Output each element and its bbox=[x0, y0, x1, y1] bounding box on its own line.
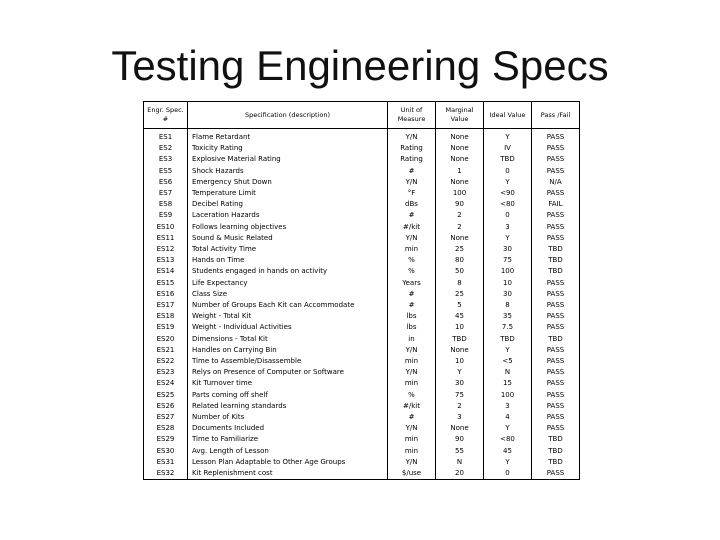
unit-cell: min bbox=[388, 244, 436, 255]
column-header-ideal-value: Ideal Value bbox=[484, 102, 532, 129]
pass-fail-cell: PASS bbox=[532, 367, 580, 378]
ideal-value-cell: 0 bbox=[484, 210, 532, 221]
description-cell: Flame Retardant bbox=[188, 129, 388, 144]
ideal-value-cell: 30 bbox=[484, 244, 532, 255]
table-row bbox=[144, 255, 580, 266]
table-row bbox=[144, 233, 580, 244]
spec-number-cell: ES28 bbox=[144, 423, 188, 434]
unit-cell: % bbox=[388, 390, 436, 401]
description-cell: Dimensions - Total Kit bbox=[188, 334, 388, 345]
ideal-value-cell: 3 bbox=[484, 222, 532, 233]
description-cell: Hands on Time bbox=[188, 255, 388, 266]
unit-cell: #/kit bbox=[388, 401, 436, 412]
pass-fail-cell: PASS bbox=[532, 188, 580, 199]
description-cell: Weight - Individual Activities bbox=[188, 322, 388, 333]
spec-number-cell: ES30 bbox=[144, 446, 188, 457]
ideal-value-cell: 0 bbox=[484, 166, 532, 177]
unit-cell: Y/N bbox=[388, 457, 436, 468]
ideal-value-cell: 100 bbox=[484, 390, 532, 401]
spec-number-cell: ES1 bbox=[144, 129, 188, 144]
marginal-value-cell: None bbox=[436, 345, 484, 356]
ideal-value-cell: 4 bbox=[484, 412, 532, 423]
description-cell: Sound & Music Related bbox=[188, 233, 388, 244]
table-row bbox=[144, 401, 580, 412]
description-cell: Class Size bbox=[188, 289, 388, 300]
description-cell: Number of Kits bbox=[188, 412, 388, 423]
spec-number-cell: ES9 bbox=[144, 210, 188, 221]
unit-cell: min bbox=[388, 378, 436, 389]
pass-fail-cell: PASS bbox=[532, 233, 580, 244]
ideal-value-cell: Y bbox=[484, 177, 532, 188]
pass-fail-cell: TBD bbox=[532, 244, 580, 255]
marginal-value-cell: 30 bbox=[436, 378, 484, 389]
table-row bbox=[144, 457, 580, 468]
description-cell: Weight - Total Kit bbox=[188, 311, 388, 322]
marginal-value-cell: 50 bbox=[436, 266, 484, 277]
spec-number-cell: ES17 bbox=[144, 300, 188, 311]
ideal-value-cell: 100 bbox=[484, 266, 532, 277]
table-row bbox=[144, 345, 580, 356]
description-cell: Kit Replenishment cost bbox=[188, 468, 388, 480]
description-cell: Decibel Rating bbox=[188, 199, 388, 210]
marginal-value-cell: 2 bbox=[436, 401, 484, 412]
table-row bbox=[144, 266, 580, 277]
marginal-value-cell: None bbox=[436, 154, 484, 165]
marginal-value-cell: None bbox=[436, 143, 484, 154]
spec-number-cell: ES7 bbox=[144, 188, 188, 199]
marginal-value-cell: 1 bbox=[436, 166, 484, 177]
table-row bbox=[144, 177, 580, 188]
description-cell: Shock Hazards bbox=[188, 166, 388, 177]
marginal-value-cell: TBD bbox=[436, 334, 484, 345]
table-row bbox=[144, 311, 580, 322]
unit-cell: # bbox=[388, 166, 436, 177]
unit-cell: Years bbox=[388, 278, 436, 289]
description-cell: Toxicity Rating bbox=[188, 143, 388, 154]
spec-number-cell: ES16 bbox=[144, 289, 188, 300]
marginal-value-cell: 55 bbox=[436, 446, 484, 457]
table-row bbox=[144, 434, 580, 445]
pass-fail-cell: PASS bbox=[532, 129, 580, 144]
marginal-value-cell: 80 bbox=[436, 255, 484, 266]
ideal-value-cell: 7.5 bbox=[484, 322, 532, 333]
ideal-value-cell: Y bbox=[484, 233, 532, 244]
spec-number-cell: ES10 bbox=[144, 222, 188, 233]
pass-fail-cell: PASS bbox=[532, 423, 580, 434]
pass-fail-cell: PASS bbox=[532, 210, 580, 221]
description-cell: Laceration Hazards bbox=[188, 210, 388, 221]
spec-number-cell: ES23 bbox=[144, 367, 188, 378]
pass-fail-cell: PASS bbox=[532, 345, 580, 356]
unit-cell: Y/N bbox=[388, 129, 436, 144]
spec-number-cell: ES19 bbox=[144, 322, 188, 333]
ideal-value-cell: 75 bbox=[484, 255, 532, 266]
column-header-description: Specification (description) bbox=[188, 102, 388, 129]
pass-fail-cell: PASS bbox=[532, 412, 580, 423]
marginal-value-cell: 75 bbox=[436, 390, 484, 401]
description-cell: Life Expectancy bbox=[188, 278, 388, 289]
table-row bbox=[144, 446, 580, 457]
ideal-value-cell: <80 bbox=[484, 434, 532, 445]
pass-fail-cell: TBD bbox=[532, 255, 580, 266]
marginal-value-cell: 3 bbox=[436, 412, 484, 423]
table-row bbox=[144, 367, 580, 378]
unit-cell: # bbox=[388, 210, 436, 221]
description-cell: Time to Assemble/Disassemble bbox=[188, 356, 388, 367]
ideal-value-cell: 8 bbox=[484, 300, 532, 311]
pass-fail-cell: PASS bbox=[532, 289, 580, 300]
unit-cell: min bbox=[388, 434, 436, 445]
marginal-value-cell: 100 bbox=[436, 188, 484, 199]
table-row bbox=[144, 154, 580, 165]
description-cell: Follows learning objectives bbox=[188, 222, 388, 233]
ideal-value-cell: N bbox=[484, 367, 532, 378]
description-cell: Total Activity Time bbox=[188, 244, 388, 255]
pass-fail-cell: TBD bbox=[532, 266, 580, 277]
spec-number-cell: ES18 bbox=[144, 311, 188, 322]
unit-cell: % bbox=[388, 266, 436, 277]
table-body bbox=[144, 129, 580, 480]
pass-fail-cell: PASS bbox=[532, 166, 580, 177]
ideal-value-cell: 35 bbox=[484, 311, 532, 322]
table-row bbox=[144, 129, 580, 144]
pass-fail-cell: PASS bbox=[532, 311, 580, 322]
pass-fail-cell: PASS bbox=[532, 356, 580, 367]
column-header-pass-fail: Pass /Fail bbox=[532, 102, 580, 129]
marginal-value-cell: 20 bbox=[436, 468, 484, 480]
marginal-value-cell: None bbox=[436, 177, 484, 188]
pass-fail-cell: TBD bbox=[532, 434, 580, 445]
spec-number-cell: ES27 bbox=[144, 412, 188, 423]
table-row bbox=[144, 300, 580, 311]
marginal-value-cell: None bbox=[436, 423, 484, 434]
spec-number-cell: ES14 bbox=[144, 266, 188, 277]
spec-number-cell: ES24 bbox=[144, 378, 188, 389]
ideal-value-cell: IV bbox=[484, 143, 532, 154]
spec-number-cell: ES31 bbox=[144, 457, 188, 468]
marginal-value-cell: 45 bbox=[436, 311, 484, 322]
unit-cell: # bbox=[388, 289, 436, 300]
unit-cell: $/use bbox=[388, 468, 436, 480]
spec-number-cell: ES11 bbox=[144, 233, 188, 244]
spec-number-cell: ES5 bbox=[144, 166, 188, 177]
table-row bbox=[144, 378, 580, 389]
marginal-value-cell: 25 bbox=[436, 244, 484, 255]
table-row bbox=[144, 188, 580, 199]
unit-cell: Y/N bbox=[388, 177, 436, 188]
table-row bbox=[144, 322, 580, 333]
table-row bbox=[144, 289, 580, 300]
unit-cell: Y/N bbox=[388, 423, 436, 434]
table-row bbox=[144, 468, 580, 480]
table-row bbox=[144, 356, 580, 367]
description-cell: Handles on Carrying Bin bbox=[188, 345, 388, 356]
pass-fail-cell: PASS bbox=[532, 401, 580, 412]
spec-number-cell: ES32 bbox=[144, 468, 188, 480]
unit-cell: lbs bbox=[388, 322, 436, 333]
pass-fail-cell: PASS bbox=[532, 300, 580, 311]
ideal-value-cell: <5 bbox=[484, 356, 532, 367]
marginal-value-cell: 90 bbox=[436, 199, 484, 210]
spec-number-cell: ES25 bbox=[144, 390, 188, 401]
slide-title: Testing Engineering Specs bbox=[111, 42, 609, 89]
table-row bbox=[144, 278, 580, 289]
unit-cell: Y/N bbox=[388, 367, 436, 378]
spec-number-cell: ES15 bbox=[144, 278, 188, 289]
spec-number-cell: ES26 bbox=[144, 401, 188, 412]
unit-cell: #/kit bbox=[388, 222, 436, 233]
table-row bbox=[144, 423, 580, 434]
pass-fail-cell: PASS bbox=[532, 154, 580, 165]
pass-fail-cell: PASS bbox=[532, 468, 580, 480]
marginal-value-cell: 10 bbox=[436, 322, 484, 333]
unit-cell: % bbox=[388, 255, 436, 266]
spec-number-cell: ES2 bbox=[144, 143, 188, 154]
table-row bbox=[144, 334, 580, 345]
unit-cell: min bbox=[388, 356, 436, 367]
description-cell: Lesson Plan Adaptable to Other Age Groups bbox=[188, 457, 388, 468]
ideal-value-cell: 15 bbox=[484, 378, 532, 389]
pass-fail-cell: PASS bbox=[532, 322, 580, 333]
pass-fail-cell: PASS bbox=[532, 143, 580, 154]
marginal-value-cell: 5 bbox=[436, 300, 484, 311]
table-row bbox=[144, 143, 580, 154]
unit-cell: Rating bbox=[388, 143, 436, 154]
unit-cell: Rating bbox=[388, 154, 436, 165]
unit-cell: in bbox=[388, 334, 436, 345]
table-row bbox=[144, 199, 580, 210]
description-cell: Explosive Material Rating bbox=[188, 154, 388, 165]
description-cell: Relys on Presence of Computer or Software bbox=[188, 367, 388, 378]
ideal-value-cell: <80 bbox=[484, 199, 532, 210]
column-header-unit: Unit of Measure bbox=[388, 102, 436, 129]
unit-cell: dBs bbox=[388, 199, 436, 210]
spec-number-cell: ES8 bbox=[144, 199, 188, 210]
ideal-value-cell: Y bbox=[484, 345, 532, 356]
ideal-value-cell: 10 bbox=[484, 278, 532, 289]
ideal-value-cell: 0 bbox=[484, 468, 532, 480]
engineering-specs-table bbox=[143, 101, 580, 480]
pass-fail-cell: TBD bbox=[532, 446, 580, 457]
table-header-row bbox=[144, 102, 580, 129]
spec-number-cell: ES3 bbox=[144, 154, 188, 165]
marginal-value-cell: 90 bbox=[436, 434, 484, 445]
description-cell: Documents Included bbox=[188, 423, 388, 434]
description-cell: Avg. Length of Lesson bbox=[188, 446, 388, 457]
table-row bbox=[144, 222, 580, 233]
table-row bbox=[144, 390, 580, 401]
ideal-value-cell: 45 bbox=[484, 446, 532, 457]
spec-number-cell: ES12 bbox=[144, 244, 188, 255]
pass-fail-cell: FAIL bbox=[532, 199, 580, 210]
ideal-value-cell: Y bbox=[484, 423, 532, 434]
column-header-marginal-value: Marginal Value bbox=[436, 102, 484, 129]
spec-number-cell: ES20 bbox=[144, 334, 188, 345]
description-cell: Parts coming off shelf bbox=[188, 390, 388, 401]
description-cell: Time to Familiarize bbox=[188, 434, 388, 445]
unit-cell: Y/N bbox=[388, 233, 436, 244]
description-cell: Temperature Limit bbox=[188, 188, 388, 199]
pass-fail-cell: PASS bbox=[532, 378, 580, 389]
table-row bbox=[144, 244, 580, 255]
table-row bbox=[144, 412, 580, 423]
ideal-value-cell: 3 bbox=[484, 401, 532, 412]
unit-cell: min bbox=[388, 446, 436, 457]
ideal-value-cell: <90 bbox=[484, 188, 532, 199]
spec-number-cell: ES29 bbox=[144, 434, 188, 445]
marginal-value-cell: 25 bbox=[436, 289, 484, 300]
description-cell: Related learning standards bbox=[188, 401, 388, 412]
table-row bbox=[144, 210, 580, 221]
table-row bbox=[144, 166, 580, 177]
unit-cell: # bbox=[388, 300, 436, 311]
marginal-value-cell: 8 bbox=[436, 278, 484, 289]
marginal-value-cell: 10 bbox=[436, 356, 484, 367]
pass-fail-cell: PASS bbox=[532, 278, 580, 289]
description-cell: Emergency Shut Down bbox=[188, 177, 388, 188]
description-cell: Kit Turnover time bbox=[188, 378, 388, 389]
ideal-value-cell: Y bbox=[484, 129, 532, 144]
ideal-value-cell: TBD bbox=[484, 334, 532, 345]
spec-number-cell: ES22 bbox=[144, 356, 188, 367]
ideal-value-cell: 30 bbox=[484, 289, 532, 300]
spec-number-cell: ES13 bbox=[144, 255, 188, 266]
ideal-value-cell: TBD bbox=[484, 154, 532, 165]
marginal-value-cell: None bbox=[436, 129, 484, 144]
unit-cell: # bbox=[388, 412, 436, 423]
unit-cell: lbs bbox=[388, 311, 436, 322]
pass-fail-cell: PASS bbox=[532, 222, 580, 233]
pass-fail-cell: TBD bbox=[532, 457, 580, 468]
marginal-value-cell: Y bbox=[436, 367, 484, 378]
description-cell: Number of Groups Each Kit can Accommodate bbox=[188, 300, 388, 311]
pass-fail-cell: TBD bbox=[532, 334, 580, 345]
spec-number-cell: ES6 bbox=[144, 177, 188, 188]
ideal-value-cell: Y bbox=[484, 457, 532, 468]
unit-cell: °F bbox=[388, 188, 436, 199]
spec-number-cell: ES21 bbox=[144, 345, 188, 356]
unit-cell: Y/N bbox=[388, 345, 436, 356]
marginal-value-cell: N bbox=[436, 457, 484, 468]
pass-fail-cell: N/A bbox=[532, 177, 580, 188]
description-cell: Students engaged in hands on activity bbox=[188, 266, 388, 277]
pass-fail-cell: PASS bbox=[532, 390, 580, 401]
marginal-value-cell: None bbox=[436, 233, 484, 244]
column-header-spec-number: Engr. Spec. # bbox=[144, 102, 188, 129]
marginal-value-cell: 2 bbox=[436, 222, 484, 233]
marginal-value-cell: 2 bbox=[436, 210, 484, 221]
